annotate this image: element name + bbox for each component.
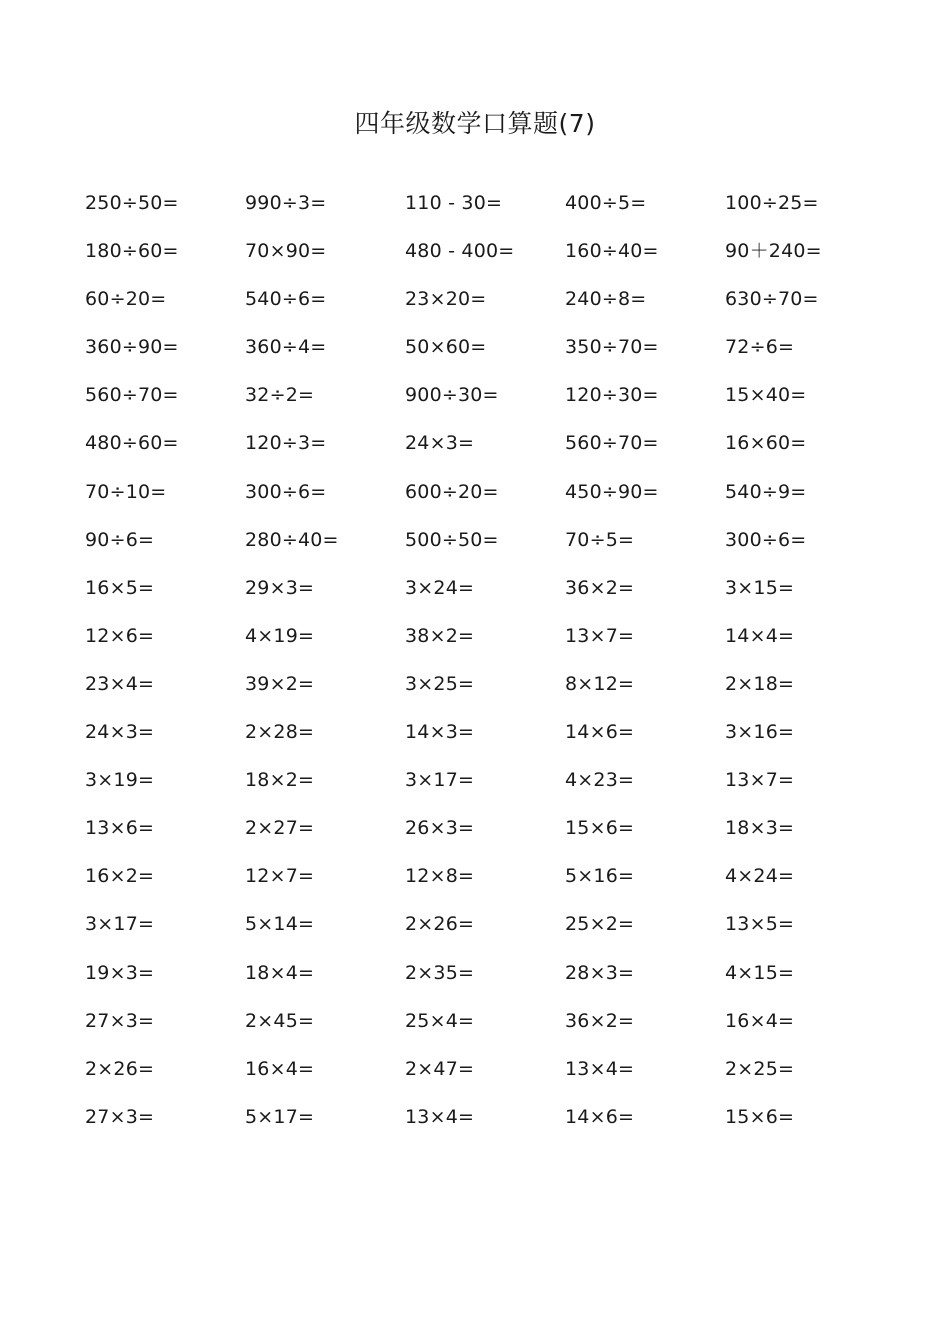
arithmetic-problem: 16×5= [85, 576, 155, 599]
arithmetic-problem: 180÷60= [85, 240, 179, 263]
problem-row [85, 859, 905, 907]
arithmetic-problem: 990÷3= [245, 192, 327, 214]
arithmetic-problem: 13×4= [405, 1105, 475, 1128]
arithmetic-problem: 300÷6= [245, 480, 327, 503]
arithmetic-problem: 72÷6= [725, 336, 795, 359]
arithmetic-problem: 560÷70= [565, 432, 659, 455]
problem-row [85, 426, 905, 474]
arithmetic-problem: 14×6= [565, 721, 635, 744]
arithmetic-problem: 360÷4= [245, 336, 327, 359]
arithmetic-problem: 2×26= [405, 913, 475, 936]
arithmetic-problem: 13×7= [565, 624, 635, 647]
arithmetic-problem: 25×2= [565, 913, 635, 936]
arithmetic-problem: 16×2= [85, 865, 155, 888]
arithmetic-problem: 60÷20= [85, 288, 167, 311]
arithmetic-problem: 5×17= [245, 1105, 315, 1128]
arithmetic-problem: 480÷60= [85, 432, 179, 455]
arithmetic-problem: 24×3= [85, 721, 155, 744]
arithmetic-problem: 14×4= [725, 624, 795, 647]
arithmetic-problem: 27×3= [85, 1009, 155, 1032]
problem-row [85, 571, 905, 619]
arithmetic-problem: 5×14= [245, 913, 315, 936]
arithmetic-problem: 18×3= [725, 817, 795, 840]
arithmetic-problem: 16×4= [725, 1009, 795, 1032]
problem-row [85, 378, 905, 426]
problem-row [85, 811, 905, 859]
problem-row [85, 763, 905, 811]
arithmetic-problem: 13×4= [565, 1057, 635, 1080]
arithmetic-problem: 560÷70= [85, 384, 179, 407]
problem-row [85, 330, 905, 378]
arithmetic-problem: 2×25= [725, 1057, 795, 1080]
arithmetic-problem: 500÷50= [405, 528, 499, 551]
arithmetic-problem: 14×3= [405, 721, 475, 744]
arithmetic-problem: 250÷50= [85, 192, 179, 214]
problem-row [85, 956, 905, 1004]
problem-row [85, 234, 905, 282]
arithmetic-problem: 18×4= [245, 961, 315, 984]
arithmetic-problem: 3×17= [85, 913, 155, 936]
arithmetic-problem: 15×6= [565, 817, 635, 840]
arithmetic-problem: 3×16= [725, 721, 795, 744]
arithmetic-problem: 400÷5= [565, 192, 647, 214]
arithmetic-problem: 8×12= [565, 672, 635, 695]
arithmetic-problem: 13×7= [725, 769, 795, 792]
arithmetic-problem: 3×19= [85, 769, 155, 792]
arithmetic-problem: 26×3= [405, 817, 475, 840]
arithmetic-problem: 3×25= [405, 672, 475, 695]
problem-grid [85, 186, 905, 1148]
problem-row [85, 667, 905, 715]
problem-row [85, 475, 905, 523]
arithmetic-problem: 450÷90= [565, 480, 659, 503]
arithmetic-problem: 4×24= [725, 865, 795, 888]
arithmetic-problem: 12×6= [85, 624, 155, 647]
arithmetic-problem: 28×3= [565, 961, 635, 984]
arithmetic-problem: 39×2= [245, 672, 315, 695]
arithmetic-problem: 27×3= [85, 1105, 155, 1128]
problem-row [85, 715, 905, 763]
arithmetic-problem: 2×26= [85, 1057, 155, 1080]
arithmetic-problem: 15×40= [725, 384, 807, 407]
problem-row [85, 1052, 905, 1100]
arithmetic-problem: 480 - 400= [405, 240, 515, 263]
arithmetic-problem: 2×28= [245, 721, 315, 744]
problem-row [85, 907, 905, 955]
arithmetic-problem: 70×90= [245, 240, 327, 263]
arithmetic-problem: 16×60= [725, 432, 807, 455]
arithmetic-problem: 3×15= [725, 576, 795, 599]
problem-row [85, 523, 905, 571]
arithmetic-problem: 15×6= [725, 1105, 795, 1128]
arithmetic-problem: 24×3= [405, 432, 475, 455]
arithmetic-problem: 90÷6= [85, 528, 155, 551]
arithmetic-problem: 70÷10= [85, 480, 167, 503]
arithmetic-problem: 600÷20= [405, 480, 499, 503]
arithmetic-problem: 13×6= [85, 817, 155, 840]
arithmetic-problem: 25×4= [405, 1009, 475, 1032]
problem-row [85, 1004, 905, 1052]
arithmetic-problem: 2×35= [405, 961, 475, 984]
arithmetic-problem: 2×18= [725, 672, 795, 695]
arithmetic-problem: 32÷2= [245, 384, 315, 407]
arithmetic-problem: 19×3= [85, 961, 155, 984]
arithmetic-problem: 3×17= [405, 769, 475, 792]
arithmetic-problem: 23×20= [405, 288, 487, 311]
arithmetic-problem: 160÷40= [565, 240, 659, 263]
arithmetic-problem: 16×4= [245, 1057, 315, 1080]
arithmetic-problem: 2×47= [405, 1057, 475, 1080]
arithmetic-problem: 240÷8= [565, 288, 647, 311]
arithmetic-problem: 3×24= [405, 576, 475, 599]
arithmetic-problem: 110 - 30= [405, 192, 503, 214]
arithmetic-problem: 12×7= [245, 865, 315, 888]
arithmetic-problem: 90＋240= [725, 240, 822, 263]
arithmetic-problem: 36×2= [565, 576, 635, 599]
arithmetic-problem: 120÷3= [245, 432, 327, 455]
arithmetic-problem: 100÷25= [725, 192, 819, 214]
arithmetic-problem: 540÷9= [725, 480, 807, 503]
arithmetic-problem: 5×16= [565, 865, 635, 888]
arithmetic-problem: 12×8= [405, 865, 475, 888]
problem-row [85, 282, 905, 330]
arithmetic-problem: 38×2= [405, 624, 475, 647]
arithmetic-problem: 4×19= [245, 624, 315, 647]
arithmetic-problem: 4×23= [565, 769, 635, 792]
arithmetic-problem: 29×3= [245, 576, 315, 599]
arithmetic-problem: 70÷5= [565, 528, 635, 551]
problem-row [85, 1100, 905, 1148]
problem-row [85, 619, 905, 667]
arithmetic-problem: 50×60= [405, 336, 487, 359]
arithmetic-problem: 36×2= [565, 1009, 635, 1032]
arithmetic-problem: 13×5= [725, 913, 795, 936]
arithmetic-problem: 23×4= [85, 672, 155, 695]
arithmetic-problem: 120÷30= [565, 384, 659, 407]
arithmetic-problem: 2×27= [245, 817, 315, 840]
arithmetic-problem: 540÷6= [245, 288, 327, 311]
arithmetic-problem: 350÷70= [565, 336, 659, 359]
arithmetic-problem: 900÷30= [405, 384, 499, 407]
arithmetic-problem: 14×6= [565, 1105, 635, 1128]
arithmetic-problem: 4×15= [725, 961, 795, 984]
problem-row [85, 186, 905, 234]
arithmetic-problem: 630÷70= [725, 288, 819, 311]
page-title: 四年级数学口算题(7) [354, 109, 596, 138]
arithmetic-problem: 2×45= [245, 1009, 315, 1032]
arithmetic-problem: 280÷40= [245, 528, 339, 551]
arithmetic-problem: 300÷6= [725, 528, 807, 551]
arithmetic-problem: 18×2= [245, 769, 315, 792]
arithmetic-problem: 360÷90= [85, 336, 179, 359]
